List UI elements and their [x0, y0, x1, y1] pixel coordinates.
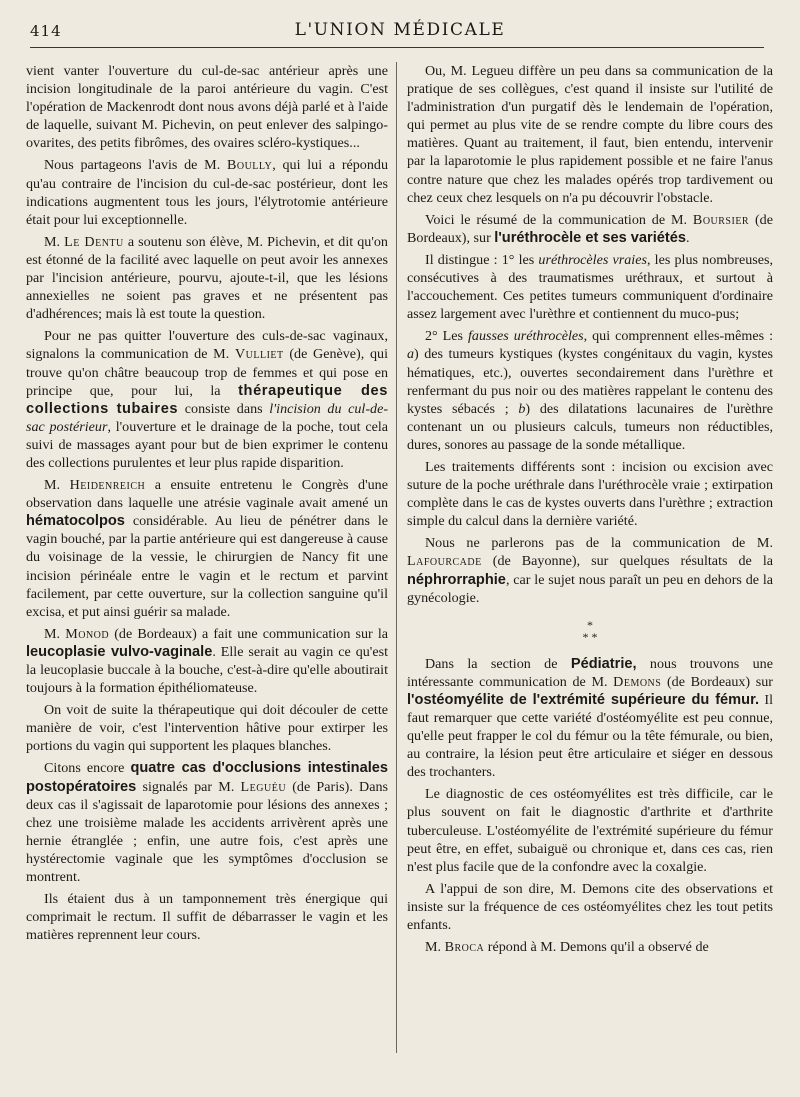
section-asterism: * * * — [582, 617, 598, 644]
paragraph: Ou, M. Legueu diffère un peu dans sa communication de la pratique de ses collègues, c'est quand il insiste sur l'utilité de l'administration d'un purgatif dès le lendemain de l'opération, qui permet au plus vite de se rendre compte du libre cours des matières. Quant au traitement, il faut, bien entendu, intervenir par la laparotomie le plus rapidement possible et ne faire l'anus contre nature que chez les malades opérés trop tardivement ou chez ceux chez lesquels on n'a pu découvrir l'obstacle. — [407, 63, 773, 206]
left-column — [26, 62, 388, 948]
italic-letter: b — [518, 400, 526, 417]
italic-phrase: uréthrocèles vraies — [538, 251, 647, 268]
paragraph: A l'appui de son dire, M. Demons cite des observations et insiste sur la fréquence de ces ostéomyélites chez les tout petits enfants. — [407, 880, 773, 934]
author-name: Monod — [65, 625, 110, 642]
paragraph: Pour ne pas quitter l'ouverture des culs-de-sac vaginaux, signalons la communication de M. Vulliet (de Genève), qui trouve qu'on châtre beaucoup trop de femmes et qui pose en principe que, pour lui, la thérapeutique des collections tubaires consiste dans l'incision du cul-de-sac postérieur, l'ouverture et le drainage de la poche, tout cela suivi de massages ayant pour but de bien exprimer le contenu des collections purulentes et leur plus rapide disparition. — [26, 328, 389, 471]
author-name: Vulliet — [234, 346, 284, 363]
paragraph: M. Heidenreich a ensuite entretenu le Congrès d'une observation dans laquelle une atrésie vaginale avait amené un hématocolpos considérable. Au lieu de pénétrer dans le vagin bouché, par la partie antérieure qui est dangereuse à cause du voisinage de la vessie, le chirurgien de Nancy fit une incision périnéale entre le vagin et le rectum et parvint facilement, par cette ouverture, sur la collection sanguine qu'il excisa, et put ainsi guérir sa malade. — [26, 477, 388, 620]
right-column — [407, 62, 773, 960]
page-number: 414 — [30, 22, 62, 40]
paragraph: Nous ne parlerons pas de la communication de M. Lafourcade (de Bayonne), sur quelques résultats de la néphrorraphie, car le sujet nous paraît un peu en dehors de la gynécologie. — [407, 535, 773, 606]
paragraph: Dans la section de Pédiatrie, nous trouvons une intéressante communication de M. Demons (de Bordeaux) sur l'ostéomyélite de l'extrémité supérieure du fémur. Il faut remarquer que cette variété d'ostéomyélite est peu connue, qu'elle peut frapper le col du fémur ou la tête fémurale, ou bien, au contraire, la lésion peut être articulaire et siéger en dessous des trochanters. — [407, 655, 773, 781]
bold-topic: leucoplasie vulvo-vaginale — [26, 643, 213, 660]
bold-topic: thérapeutique des collections tubaires — [26, 382, 388, 417]
author-name: Demons — [613, 673, 662, 690]
bold-topic: hématocolpos — [26, 513, 125, 530]
paragraph: M. Monod (de Bordeaux) a fait une communication sur la leucoplasie vulvo-vaginale. Elle serait au vagin ce qu'est la leucoplasie buccale à la bouche, c'est-à-dire qu'elle aboutirait toujours à la formation épithéliomateuse. — [26, 625, 388, 697]
paragraph: Nous partageons l'avis de M. Boully, qui lui a répondu qu'au contraire de l'incision du cul-de-sac postérieur, dont les indications augmentent tous les jours, l'élytrotomie antérieure était pour lui exceptionnelle. — [26, 157, 388, 228]
italic-phrase: l'incision du cul-de-sac postérieur — [26, 400, 389, 435]
bold-topic: néphrorraphie — [407, 571, 506, 588]
paragraph: 2° Les fausses uréthrocèles, qui comprennent elles-mêmes : a) des tumeurs kystiques (kystes congénitaux du vagin, kystes hématiques, etc.), ouvertes secondairement dans l'urèthre et renfermant du pus noir ou des matières rappelant le contenu des kystes sébacés ; b) des dilatations lacunaires de l'urèthre contenant un ou plusieurs calculs, tumeurs non réductibles, dures, sonores au passage de la sonde métallique. — [407, 328, 773, 453]
journal-title: L'UNION MÉDICALE — [294, 20, 506, 40]
bold-topic: l'ostéomyélite de l'extrémité supérieure du fémur. — [407, 691, 759, 708]
bold-topic: quatre cas d'occlusions intestinales postopératoires — [26, 760, 388, 795]
author-name: Le Dentu — [64, 233, 124, 250]
author-name: Leguéu — [240, 778, 287, 795]
paragraph: Il distingue : 1° les uréthrocèles vraies, les plus nombreuses, consécutives à des traumatismes uréthraux, et surtout à l'accouchement. Ces petites tumeurs communiquent d'ordinaire assez largement avec l'urèthre et contiennent du muco-pus; — [407, 251, 773, 323]
paragraph: Voici le résumé de la communication de M. Boursier (de Bordeaux), sur l'uréthrocèle et ses variétés. — [407, 211, 773, 246]
paragraph: M. Le Dentu a soutenu son élève, M. Pichevin, et dit qu'on est étonné de la facilité avec laquelle on peut avoir les annexes par l'incision antérieure, pourvu, ajoute-t-il, que les lésions annexielles ne soient pas graves et ne présentent pas d'adhérences; mais là est toute la question. — [26, 233, 388, 323]
italic-phrase: fausses uréthrocèles — [468, 328, 584, 345]
paragraph: Les traitements différents sont : incision ou excision avec suture de la poche uréthrale dans l'uréthrocèle vraie ; extirpation complète dans le cas de kystes ouverts dans l'urèthre ; extraction simple du calcul dans la dernière variété. — [407, 458, 773, 530]
author-name: Boursier — [692, 211, 750, 228]
header-rule — [30, 47, 764, 48]
paragraph: M. Broca répond à M. Demons qu'il a observé de — [425, 939, 709, 956]
bold-topic: Pédiatrie, — [570, 655, 637, 672]
author-name: Heidenreich — [69, 477, 146, 494]
author-name: Lafourcade — [407, 553, 482, 570]
bold-topic: l'uréthrocèle et ses variétés — [494, 229, 686, 246]
page-header — [30, 18, 770, 44]
italic-letter: a — [407, 346, 415, 363]
paragraph: vient vanter l'ouverture du cul-de-sac antérieur après une incision longitudinale de la paroi antérieure du vagin. C'est l'opération de Mackenrodt dont nous avons déjà parlé et à l'aide de laquelle, suivant M. Pichevin, on peut enlever des salpingo-ovarites, des petits fibrômes, des ovaires scléro-kystiques... — [26, 63, 388, 152]
paragraph: Ils étaient dus à un tamponnement très énergique qui comprimait le rectum. Il suffit de débarrasser le vagin et les matières reprennent leur cours. — [26, 891, 388, 944]
paragraph: On voit de suite la thérapeutique qui doit découler de cette manière de voir, c'est l'intervention hâtive pour extirper les portions du vagin qui supportent les plaques blanches. — [26, 702, 388, 755]
paragraph: Citons encore quatre cas d'occlusions intestinales postopératoires signalés par M. Leguéu (de Paris). Dans deux cas il s'agissait de laparotomie pour lésions des annexes ; chez une troisième malade les accidents arrivèrent après une hernie étranglée ; enfin, une autre fois, c'est après une hystérectomie vaginale que les symptômes d'occlusion se montrent. — [26, 760, 388, 886]
author-name: Boully — [226, 157, 273, 174]
paragraph: Le diagnostic de ces ostéomyélites est très difficile, car le plus souvent on fait le diagnostic d'arthrite et d'arthrite tuberculeuse. L'ostéomyélite de l'extrémité supérieure du fémur peut être, en effet, subaiguë ou chronique et, dans ces cas, rien n'est plus facile que de la confondre avec la coxalgie. — [407, 786, 773, 875]
author-name: Broca — [444, 939, 485, 956]
column-divider — [396, 62, 397, 1053]
